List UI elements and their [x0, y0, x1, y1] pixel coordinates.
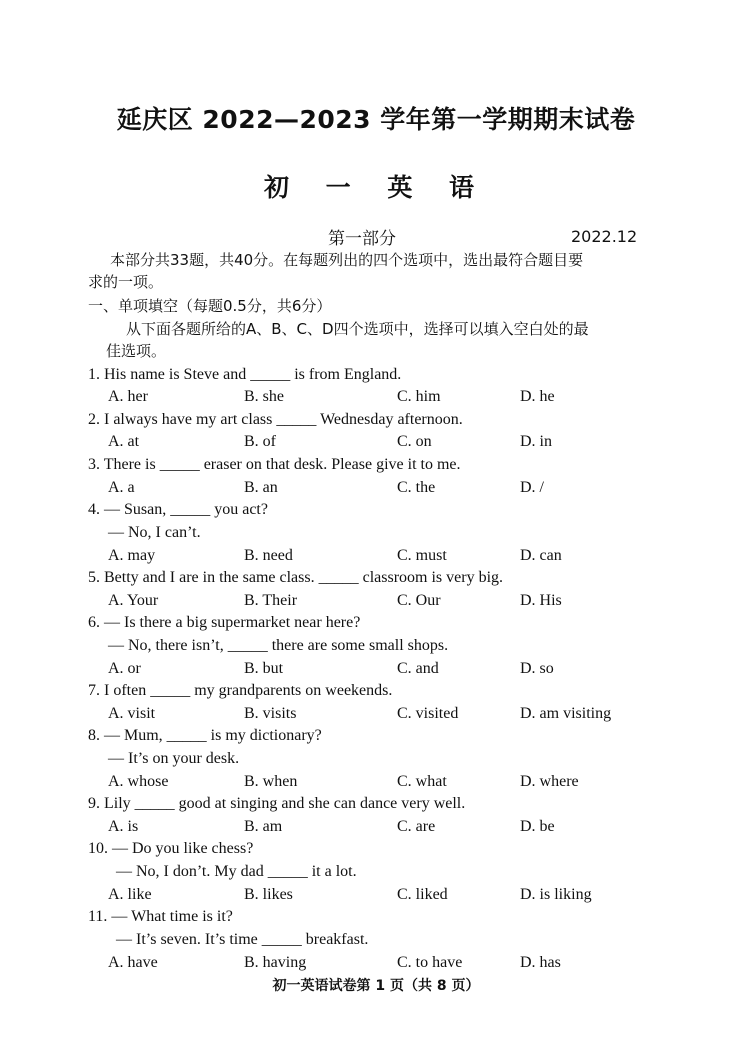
question-stem: 7. I often _____ my grandparents on weekends.: [88, 682, 393, 699]
option-a: A. like: [108, 886, 152, 903]
option-c: C. liked: [397, 886, 448, 903]
option-a: A. whose: [108, 773, 169, 790]
option-d: D. has: [520, 954, 561, 971]
option-b: B. of: [244, 433, 276, 450]
question-stem: 9. Lily _____ good at singing and she can dance very well.: [88, 795, 466, 812]
exam-subject: 初 一 英 语: [263, 173, 489, 202]
option-b: B. having: [244, 954, 307, 971]
intro-line-1: 本部分共33题，共40分。在每题列出的四个选项中，选出最符合题目要: [110, 251, 584, 269]
option-b: B. when: [244, 773, 298, 790]
option-b: B. likes: [244, 886, 293, 903]
option-a: A. or: [108, 660, 141, 677]
option-b: B. but: [244, 660, 284, 677]
option-a: A. her: [108, 388, 148, 405]
option-c: C. the: [397, 479, 436, 496]
option-c: C. to have: [397, 954, 463, 971]
option-d: D. in: [520, 433, 552, 450]
question-stem: 8. — Mum, _____ is my dictionary?: [88, 727, 322, 744]
option-d: D. am visiting: [520, 705, 612, 722]
section-instruction-2: 佳选项。: [106, 342, 167, 360]
option-d: D. be: [520, 818, 555, 835]
page-footer: 初一英语试卷第 1 页（共 8 页）: [272, 978, 480, 994]
section-heading: 一、单项填空（每题0.5分，共6分）: [88, 297, 332, 315]
exam-date: 2022.12: [571, 227, 638, 246]
question-stem: 6. — Is there a big supermarket near here?: [88, 614, 361, 631]
option-d: D. /: [520, 479, 544, 496]
part-label: 第一部分: [328, 229, 396, 249]
option-c: C. what: [397, 773, 447, 790]
option-d: D. is liking: [520, 886, 592, 903]
option-a: A. a: [108, 479, 135, 496]
question-dialogue-line: — No, there isn’t, _____ there are some small shops.: [108, 637, 449, 654]
option-a: A. is: [108, 818, 139, 835]
option-a: A. visit: [108, 705, 156, 722]
option-a: A. at: [108, 433, 140, 450]
option-c: C. Our: [397, 592, 441, 609]
option-d: D. can: [520, 547, 562, 564]
option-c: C. on: [397, 433, 432, 450]
option-c: C. visited: [397, 705, 459, 722]
question-stem: 10. — Do you like chess?: [88, 840, 254, 857]
option-d: D. so: [520, 660, 554, 677]
question-stem: 2. I always have my art class _____ Wednesday afternoon.: [88, 411, 463, 428]
option-b: B. am: [244, 818, 283, 835]
question-dialogue-line: — It’s seven. It’s time _____ breakfast.: [116, 931, 369, 948]
option-b: B. an: [244, 479, 278, 496]
question-dialogue-line: — No, I don’t. My dad _____ it a lot.: [116, 863, 357, 880]
option-d: D. where: [520, 773, 579, 790]
option-d: D. he: [520, 388, 555, 405]
question-dialogue-line: — It’s on your desk.: [108, 750, 240, 767]
question-stem: 4. — Susan, _____ you act?: [88, 501, 268, 518]
option-a: A. Your: [108, 592, 159, 609]
question-stem: 1. His name is Steve and _____ is from England.: [88, 366, 402, 383]
question-stem: 5. Betty and I are in the same class. _____ classroom is very big.: [88, 569, 504, 586]
question-dialogue-line: — No, I can’t.: [108, 524, 201, 541]
option-b: B. visits: [244, 705, 297, 722]
intro-line-2: 求的一项。: [88, 273, 164, 291]
question-stem: 11. — What time is it?: [88, 908, 233, 925]
exam-title: 延庆区 2022—2023 学年第一学期期末试卷: [116, 105, 636, 134]
option-a: A. may: [108, 547, 156, 564]
section-instruction-1: 从下面各题所给的A、B、C、D四个选项中，选择可以填入空白处的最: [126, 320, 589, 338]
option-a: A. have: [108, 954, 158, 971]
option-b: B. she: [244, 388, 284, 405]
option-b: B. need: [244, 547, 293, 564]
option-b: B. Their: [244, 592, 298, 609]
option-c: C. are: [397, 818, 436, 835]
question-stem: 3. There is _____ eraser on that desk. Please give it to me.: [88, 456, 461, 473]
option-c: C. must: [397, 547, 447, 564]
option-d: D. His: [520, 592, 562, 609]
option-c: C. and: [397, 660, 439, 677]
option-c: C. him: [397, 388, 441, 405]
